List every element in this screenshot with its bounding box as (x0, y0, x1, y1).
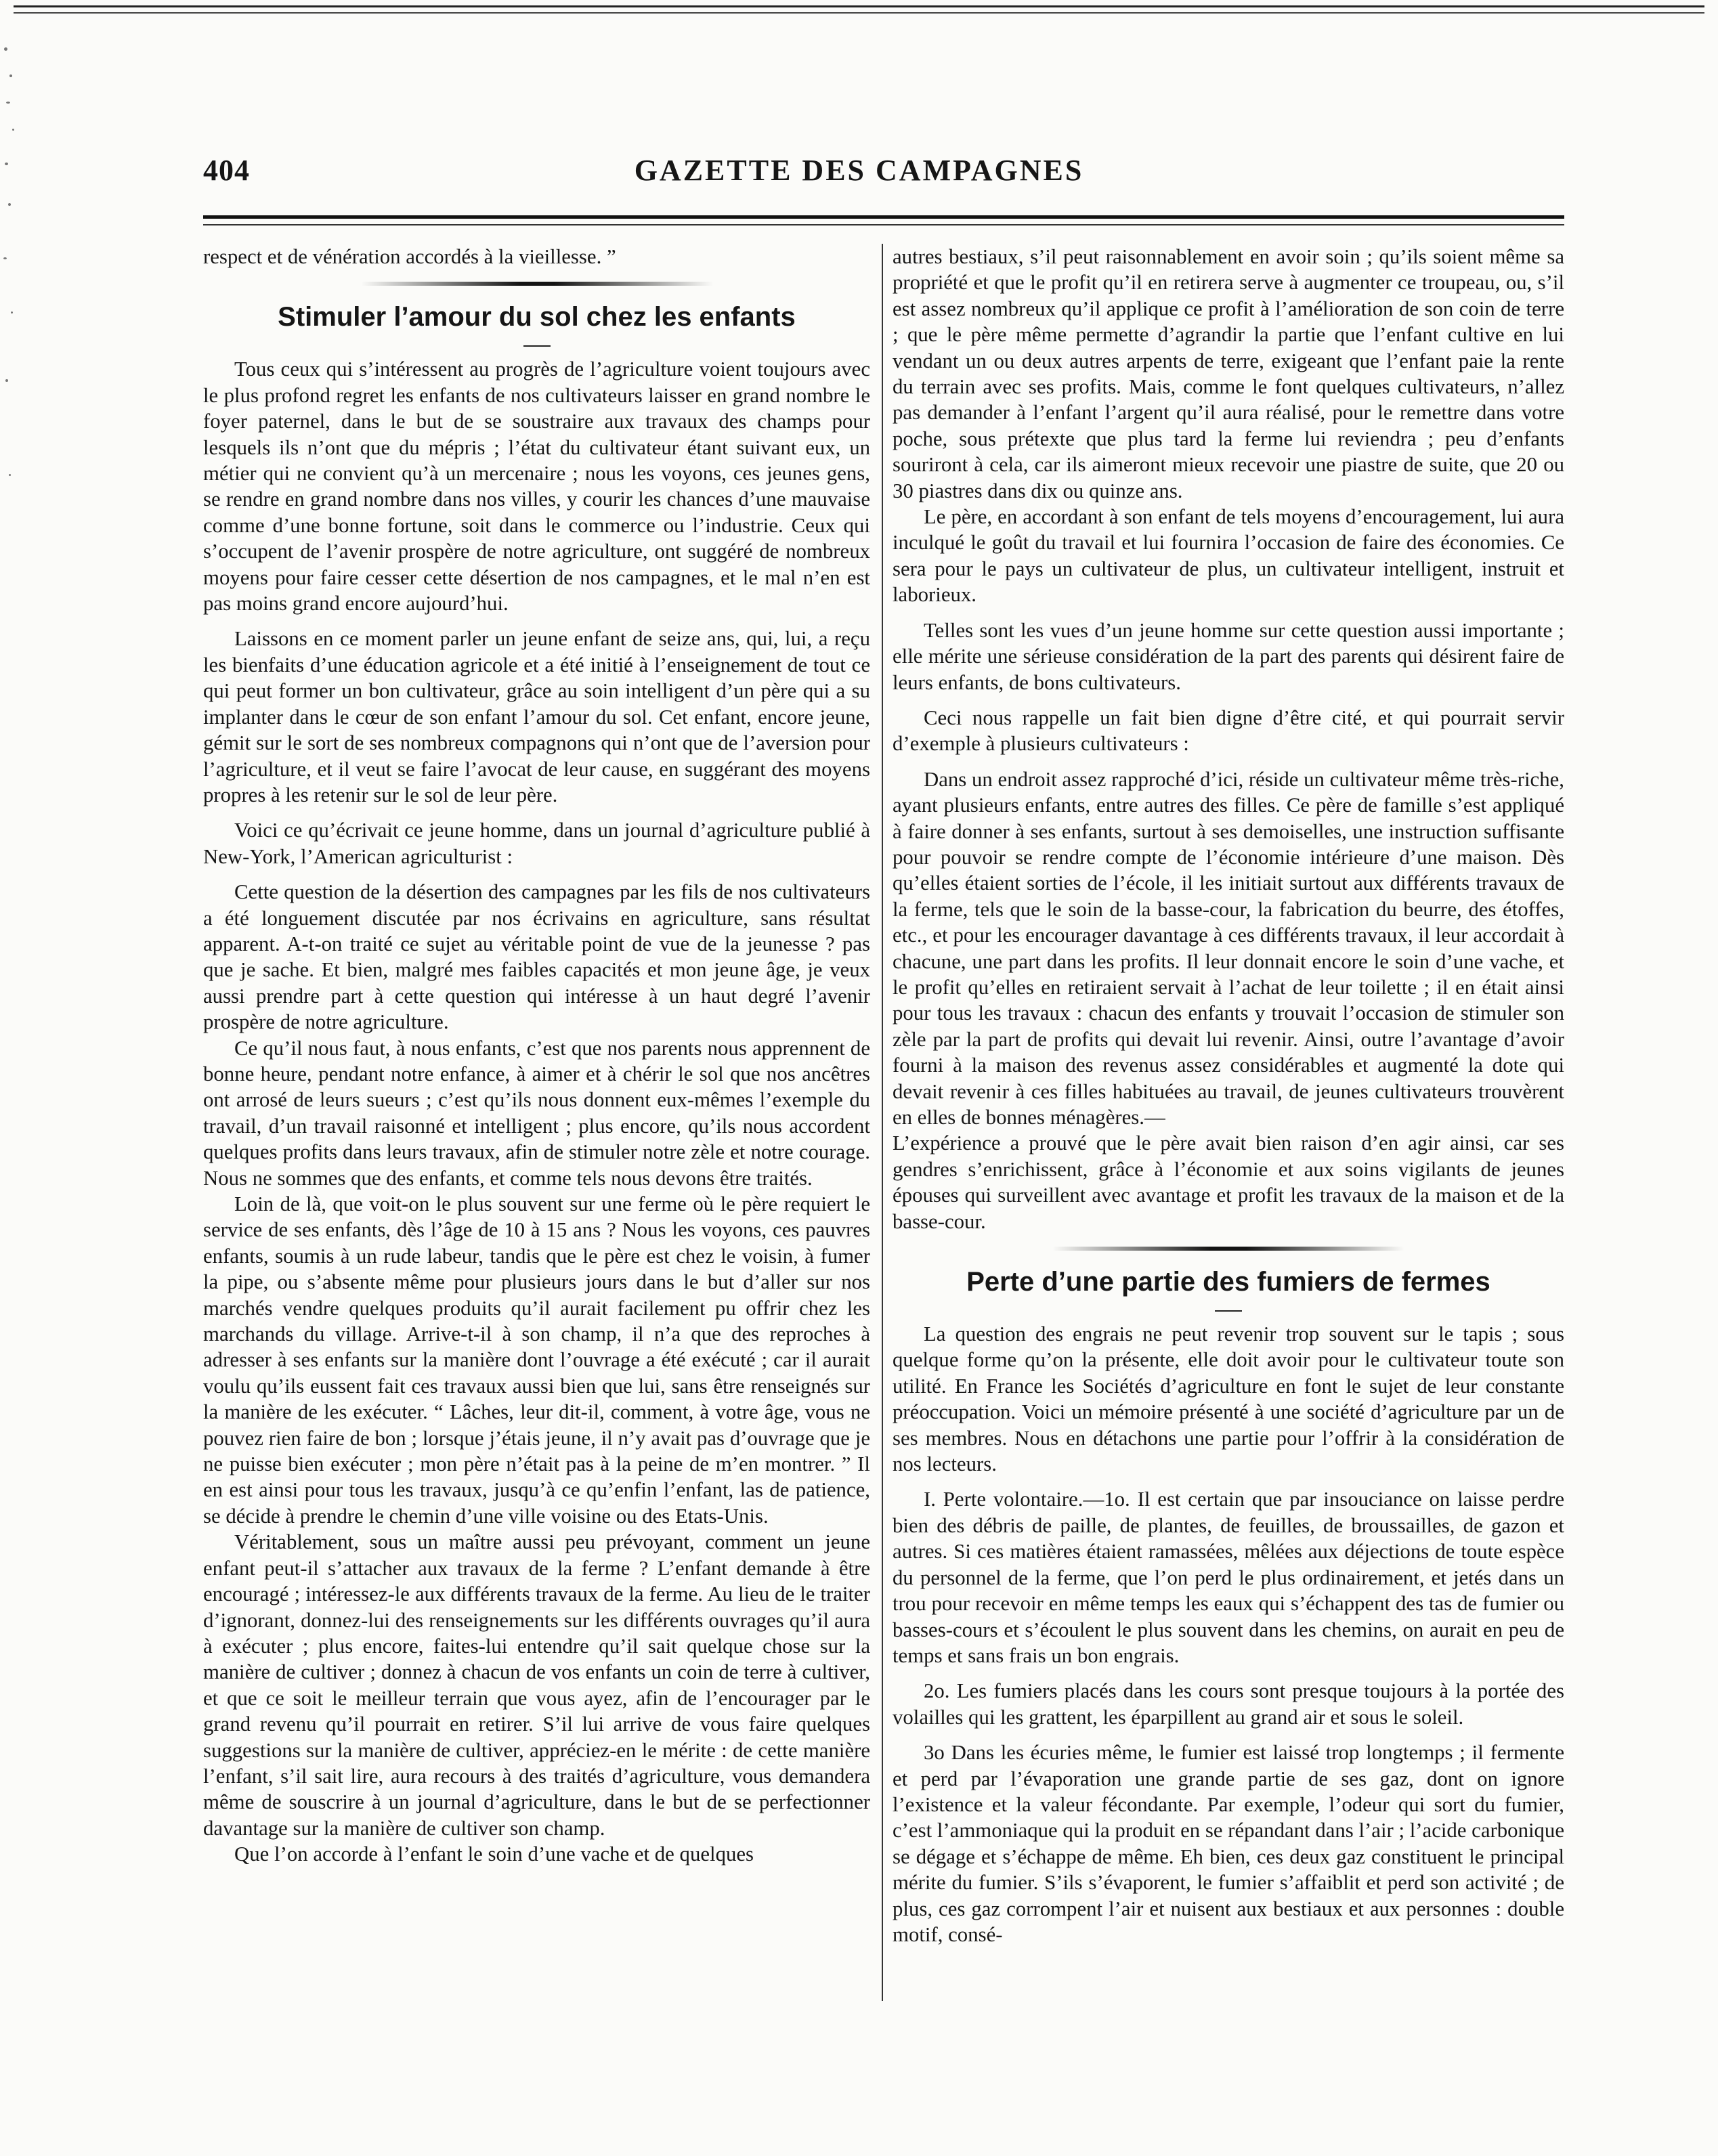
column-divider (882, 244, 883, 2001)
paragraph: Dans un endroit assez rapproché d’ici, réside un cultivateur même très-riche, ayant plusieurs enfants, entre autres des filles. Ce père de famille s’est appliqué à faire donner à ses enfants, surtout à ses demoiselles, une instruction suffisante pour pouvoir se rendre compte de l’économie intérieure d’une maison. Dès qu’elles étaient sorties de l’école, il les initiait surtout aux différents travaux de la ferme, tels que le soin de la basse-cour, la fabrication du beurre, des étoffes, etc., et pour les encourager davantage à ces différents travaux, il leur accordait à chacune, une part dans les profits. Il leur donnait encore le soin d’une vache, et le profit qu’elles en retiraient servait à l’achat de leur toilette ; il en était ainsi pour tous les travaux : chacun des enfants y trouvait l’occasion de stimuler son zèle par la part de profits qui devait lui revenir. Ainsi, outre l’avantage d’avoir fourni à la maison des revenus assez considérables et augmenté la dote qui devait revenir à ces filles habituées au travail, de jeunes cultivateurs trouvèrent en elles de bonnes ménagères.— (893, 767, 1564, 1129)
paragraph: La question des engrais ne peut revenir trop souvent sur le tapis ; sous quelque forme qu’on la présente, elle doit avoir pour le cultivateur toute son utilité. En France les Sociétés d’agriculture en font le sujet de leur constante préoccupation. Voici un mémoire présenté à une société d’agriculture par un de ses membres. Nous en détachons une partie pour l’offrir à la considération de nos lecteurs. (893, 1322, 1564, 1476)
paragraph: autres bestiaux, s’il peut raisonnablement en avoir soin ; qu’ils soient même sa propriété et que le profit qu’il en retirera serve à augmenter ce troupeau, ou, s’il est assez nombreux qu’il applique ce profit à l’amélioration de son coin de terre ; que le père même permette d’agrandir la partie que l’enfant cultive en lui vendant un ou deux autres arpents de terre, exigeant que l’enfant paie la rente du terrain avec ses profits. Mais, comme le font quelques cultivateurs, n’allez pas demander à l’enfant l’argent qu’il aura réalisé, pour le remettre dans votre poche, sous prétexte que plus tard la ferme lui reviendra ; peu d’enfants souriront à cela, car ils aimeront mieux recevoir une piastre de suite, que 20 ou 30 piastres dans dix ou quinze ans. (893, 245, 1564, 502)
paragraph: 3o Dans les écuries même, le fumier est laissé trop longtemps ; il fermente et perd par l’évaporation une grande partie de ses gaz, dont on ignore l’existence et la valeur fécondante. Par exemple, l’odeur qui sort du fumier, c’est l’ammoniaque qui la produit en se répandant dans l’air ; l’acide carbonique se dégage et s’échappe de même. Eh bien, ces deux gaz constituent le principal mérite du fumier. S’ils s’évaporent, le fumier s’affaiblit et perd son activité ; de plus, ces gaz corrompent l’air et nuisent aux bestiaux et aux personnes : double motif, consé- (893, 1741, 1564, 1946)
article-heading-fumiers: Perte d’une partie des fumiers de fermes (966, 1267, 1490, 1297)
quoted-paragraph: Loin de là, que voit-on le plus souvent sur une ferme où le père requiert le service de ses enfants, dès l’âge de 10 à 15 ans ? Nous les voyons, ces pauvres enfants, soumis à un rude labeur, tandis que le père est chez le voisin, à fumer la pipe, ou s’absente même pour plusieurs jours dans le but d’aller sur nos marchés vendre quelques produits qu’il aurait facilement pu offrir chez les marchands du village. Arrive-t-il à son champ, il n’a que des reproches à adresser à ses enfants sur la manière dont l’ouvrage a été exécuté ; car il aurait voulu qu’ils eussent fait ces travaux aussi bien que lui, sans être renseignés sur la manière de les exécuter. “ Lâches, leur dit-il, comment, à votre âge, vous ne pouvez rien faire de bon ; lorsque j’étais jeune, il n’y avait pas d’ouvrage que je ne puisse bien exécuter ; mon père n’était pas à la peine de m’en montrer. ” Il en est ainsi pour tous les travaux, jusqu’à ce qu’enfin l’enfant, las de patience, se décide à prendre le chemin d’une ville voisine ou des Etats-Unis. (203, 1192, 870, 1528)
header-rule-thick (203, 215, 1564, 219)
quoted-paragraph: Ce qu’il nous faut, à nous enfants, c’est que nos parents nous apprennent de bonne heure, pendant notre enfance, à aimer et à chérir le sol que nos ancêtres ont arrosé de leurs sueurs ; c’est qu’ils nous donnent eux-mêmes l’exemple du travail, d’un travail raisonné et intelligent ; plus encore, qu’ils nous accordent quelques profits dans leurs travaux, afin de stimuler notre zèle et notre courage. Nous ne sommes que des enfants, et comme tels nous devons être traités. (203, 1036, 870, 1190)
paragraph: Tous ceux qui s’intéressent au progrès de l’agriculture voient toujours avec le plus profond regret les enfants de nos cultivateurs laisser en grand nombre le foyer paternel, dans le but de se soustraire aux travaux des champs pour lesquels ils n’ont que du mépris ; l’état du cultivateur étant suivant eux, un métier qui ne convient qu’à un mercenaire ; nous les voyons, ces jeunes gens, se rendre en grand nombre dans nos villes, y courir les chances d’une mauvaise comme d’une bonne fortune, soit dans le commerce ou l’industrie. Ceux qui s’occupent de l’avenir prospère de notre agriculture, ont suggéré de nombreux moyens pour faire cesser cette désertion de nos campagnes, et le mal n’en est pas moins grand encore aujourd’hui. (203, 358, 870, 616)
paragraph: I. Perte volontaire.—1o. Il est certain que par insouciance on laisse perdre bien des débris de paille, de plantes, de feuilles, de broussailles, de gazon et autres. Si ces matières étaient ramassées, mêlées aux déjections de toute espèce du personnel de la ferme, que l’on perd le plus ordinairement, et jetés dans un trou pour recevoir en même temps les eaux qui s’échappent des tas de fumier ou basses-cours et s’écoulent le plus souvent dans les chemins, on aurait en peu de temps et sans frais un bon engrais. (893, 1488, 1564, 1667)
section-ornament (361, 282, 713, 286)
heading-dash (1215, 1310, 1242, 1312)
paragraph: Laissons en ce moment parler un jeune enfant de seize ans, qui, lui, a reçu les bienfaits d’une éducation agricole et a été initié à l’enseignement de tout ce qui peut former un bon cultivateur, grâce au soin intelligent d’un père qui a su implanter dans le cœur de son enfant l’amour du sol. Cet enfant, encore jeune, gémit sur le sort de ses nombreux compagnons qui n’ont que de l’aversion pour l’agriculture, et il veut se faire l’avocat de leur cause, en suggérant des moyens propres à les retenir sur le sol de leur père. (203, 627, 870, 806)
left-column (203, 244, 870, 2123)
quoted-paragraph: Que l’on accorde à l’enfant le soin d’une vache et de quelques (234, 1842, 754, 1866)
scan-edge-noise (0, 0, 27, 2156)
paragraph: Voici ce qu’écrivait ce jeune homme, dans un journal d’agriculture publié à New-York, l’American agriculturist : (203, 819, 870, 868)
paragraph: Le père, en accordant à son enfant de tels moyens d’encouragement, lui aura inculqué le goût du travail et lui fournira l’occasion de faire des économies. Ce sera pour le pays un cultivateur de plus, un cultivateur intelligent, instruit et laborieux. (893, 505, 1564, 607)
header-rule-thin (203, 224, 1564, 225)
heading-dash (523, 345, 551, 347)
quoted-paragraph: Cette question de la désertion des campagnes par les fils de nos cultivateurs a été longuement discutée par nos écrivains en agriculture, sans résultat apparent. A-t-on traité ce sujet au véritable point de vue de la jeunesse ? pas que je sache. Et bien, malgré mes faibles capacités et mon jeune âge, je veux aussi prendre part à cette question qui intéresse à un haut degré l’avenir prospère de notre agriculture. (203, 880, 870, 1034)
right-column (893, 244, 1564, 2123)
page-number: 404 (203, 154, 250, 187)
paragraph: Telles sont les vues d’un jeune homme sur cette question aussi importante ; elle mérite une sérieuse considération de la part des parents qui désirent faire de leurs enfants, de bons cultivateurs. (893, 618, 1564, 694)
top-border-rule (14, 5, 1704, 14)
quoted-paragraph: Véritablement, sous un maître aussi peu prévoyant, comment un jeune enfant peut-il s’attacher aux travaux de la ferme ? L’enfant demande à être encouragé ; intéressez-le aux différents travaux de la ferme. Au lieu de le traiter d’ignorant, donnez-lui des renseignements sur les différents ouvrages qu’il aura à exécuter ; plus encore, faites-lui entendre qu’il sait quelque chose sur la manière de cultiver ; donnez à chacun de vos enfants un coin de terre à cultiver, et que ce soit le meilleur terrain que vous ayez, afin de l’encourager par le grand revenu qu’il pourrait en retirer. S’il lui arrive de vous faire quelques suggestions sur la manière de cultiver, appréciez-en le mérite : de cette manière l’enfant, s’il sait lire, aura recours à des traités d’agriculture, vous demandera même de souscrire à un journal d’agriculture, dans le but de se perfectionner davantage sur la manière de cultiver son champ. (203, 1530, 870, 1840)
paragraph: Ceci nous rappelle un fait bien digne d’être cité, et qui pourrait servir d’exemple à plusieurs cultivateurs : (893, 706, 1564, 756)
carryover-paragraph: respect et de vénération accordés à la vieillesse. ” (203, 245, 616, 268)
article-heading-stimuler: Stimuler l’amour du sol chez les enfants (278, 302, 796, 332)
paragraph: L’expérience a prouvé que le père avait bien raison d’en agir ainsi, car ses gendres s’enrichissent, grâce à l’économie et aux soins vigilants de jeunes épouses qui surveillent avec avantage et profit les travaux de la maison et de la basse-cour. (893, 1131, 1564, 1233)
paragraph: 2o. Les fumiers placés dans les cours sont presque toujours à la portée des volailles qui les grattent, les éparpillent au grand air et sous le soleil. (893, 1679, 1564, 1729)
section-ornament (1052, 1247, 1404, 1251)
journal-title: GAZETTE DES CAMPAGNES (634, 154, 1084, 187)
